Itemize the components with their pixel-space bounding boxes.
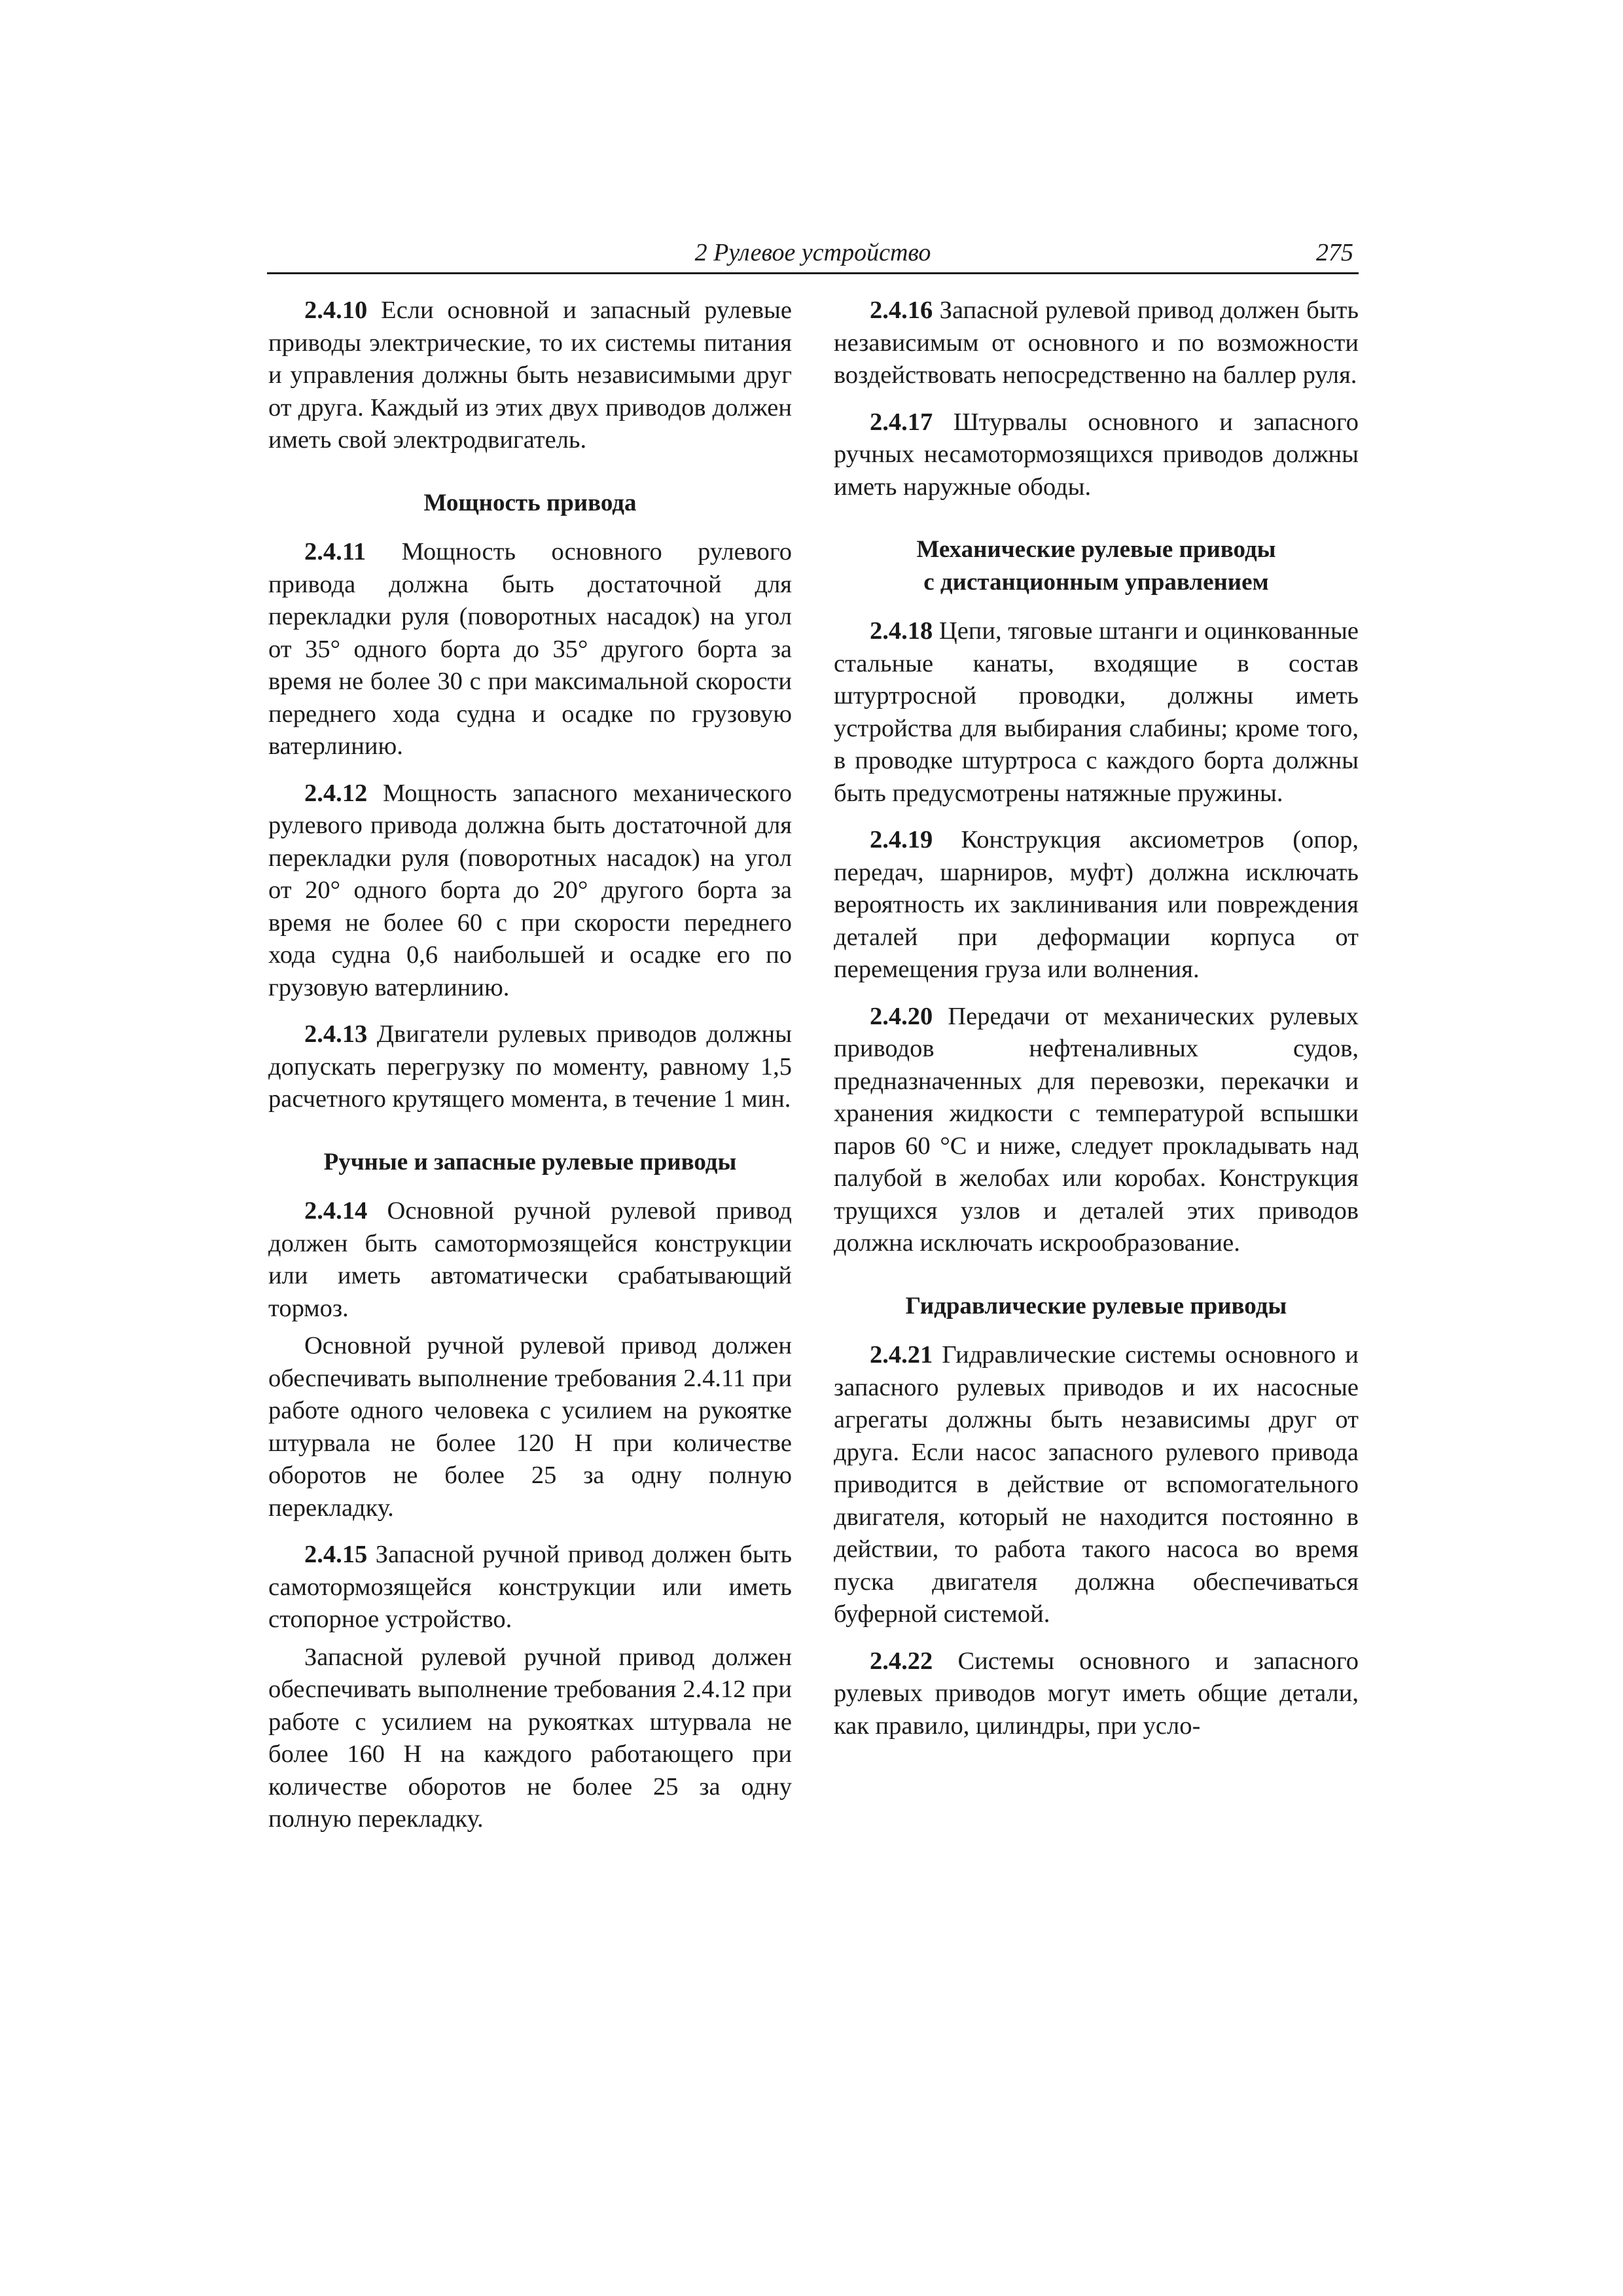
clause-number: 2.4.21 xyxy=(870,1341,933,1369)
clause-2-4-20 xyxy=(834,1001,1359,1260)
clause-text: Двигатели рулевых приводов должны допускать перегрузку по моменту, равному 1,5 расчетного крутящего момента, в течение 1 мин. xyxy=(268,1020,792,1113)
clause-2-4-22 xyxy=(834,1645,1359,1743)
clause-text: Гидравлические системы основного и запасного рулевых приводов и их насосные агрегаты должны быть независимы друг от друга. Если насос запасного рулевого привода приводится в действие от вспомогательного двигателя, который не находится постоянно в действии, то работа такого насоса во время пуска двигателя должна обеспечиваться буферной системой. xyxy=(834,1341,1359,1628)
clause-number: 2.4.18 xyxy=(870,617,933,645)
heading-mechanical-drives xyxy=(834,533,1359,598)
clause-2-4-11 xyxy=(268,536,792,763)
clause-2-4-17 xyxy=(834,406,1359,504)
section-title: 2 Рулевое устройство xyxy=(694,239,931,266)
clause-text: Конструкция аксиометров (опор, передач, шарниров, муфт) должна исключать вероятность их заклинивания или повреждения деталей при деформации корпуса от перемещения груза или волнения. xyxy=(834,826,1359,983)
heading-line: Механические рулевые приводы xyxy=(916,536,1276,563)
clause-text: Системы основного и запасного рулевых приводов могут иметь общие детали, как правило, цилиндры, при усло- xyxy=(834,1647,1359,1740)
clause-number: 2.4.17 xyxy=(870,408,933,436)
clause-2-4-21 xyxy=(834,1339,1359,1631)
clause-2-4-18 xyxy=(834,615,1359,810)
heading-hydraulic-drives: Гидравлические рулевые приводы xyxy=(905,1292,1287,1319)
clause-2-4-14-continuation: Основной ручной рулевой привод должен обеспечивать выполнение требования 2.4.11 при работе одного человека с усилием на рукоятке штурвала не более 120 Н при количестве оборотов не более 25 за одну полную перекладку. xyxy=(268,1332,792,1522)
clause-number: 2.4.11 xyxy=(304,538,366,565)
clause-text: Штурвалы основного и запасного ручных несамотормозящихся приводов должны иметь наружные ободы. xyxy=(834,408,1359,501)
clause-text: Цепи, тяговые штанги и оцинкованные стальные канаты, входящие в состав штуртросной проводки, должны иметь устройства для выбирания слабины; кроме того, в проводке штуртроса с каждого борта должны быть предусмотрены натяжные пружины. xyxy=(834,617,1359,807)
clause-number: 2.4.16 xyxy=(870,296,933,324)
right-column xyxy=(834,295,1359,1757)
clause-text: Мощность запасного механического рулевого привода должна быть достаточной для перекладки руля (поворотных насадок) на угол от 20° одного борта до 20° другого борта за время не более 60 с при скорости переднего хода судна 0,6 наибольшей и осадке его по грузовую ватерлинию. xyxy=(268,779,792,1001)
left-column xyxy=(268,295,792,1850)
clause-2-4-19 xyxy=(834,824,1359,986)
clause-number: 2.4.19 xyxy=(870,826,933,853)
page-number: 275 xyxy=(1316,239,1353,266)
heading-line: с дистанционным управлением xyxy=(923,568,1269,596)
heading-drive-power: Мощность привода xyxy=(423,489,637,516)
clause-text: Передачи от механических рулевых приводов нефтеналивных судов, предназначенных для перевозки, перекачки и хранения жидкости с температурой вспышки паров 60 °С и ниже, следует прокладывать над палубой в желобах или коробах. Конструкция трущихся узлов и деталей этих приводов должна исключать искрообразование. xyxy=(834,1002,1359,1257)
clause-text: Если основной и запасный рулевые приводы электрические, то их системы питания и управления должны быть независимыми друг от друга. Каждый из этих двух приводов должен иметь свой электродвигатель. xyxy=(268,296,792,454)
clause-number: 2.4.20 xyxy=(870,1002,933,1030)
clause-2-4-15-continuation: Запасной рулевой ручной привод должен обеспечивать выполнение требования 2.4.12 при работе с усилием на рукоятках штурвала не более 160 Н на каждого работающего при количестве оборотов не более 25 за одну полную перекладку. xyxy=(268,1643,792,1833)
clause-text: Запасной рулевой привод должен быть независимым от основного и по возможности воздействовать непосредственно на баллер руля. xyxy=(834,296,1359,389)
clause-text: Запасной ручной привод должен быть самотормозящейся конструкции или иметь стопорное устройство. xyxy=(268,1541,793,1633)
clause-number: 2.4.10 xyxy=(304,296,368,324)
clause-2-4-10 xyxy=(268,295,792,457)
clause-2-4-15 xyxy=(268,1539,792,1636)
clause-2-4-12 xyxy=(268,778,792,1005)
running-head xyxy=(267,233,1359,274)
heading-manual-drives: Ручные и запасные рулевые приводы xyxy=(323,1148,737,1175)
clause-number: 2.4.12 xyxy=(304,779,368,807)
clause-2-4-16 xyxy=(834,295,1359,392)
clause-text: Основной ручной рулевой привод должен быть самотормозящейся конструкции или иметь автоматически срабатывающий тормоз. xyxy=(268,1197,793,1322)
clause-number: 2.4.15 xyxy=(304,1541,368,1568)
clause-2-4-13 xyxy=(268,1018,792,1116)
clause-2-4-14 xyxy=(268,1195,792,1325)
clause-number: 2.4.14 xyxy=(304,1197,368,1225)
clause-number: 2.4.13 xyxy=(304,1020,368,1048)
clause-text: Мощность основного рулевого привода должна быть достаточной для перекладки руля (поворотных насадок) на угол от 35° одного борта до 35° другого борта за время не более 30 с при максимальной скорости переднего хода судна и осадке по грузовую ватерлинию. xyxy=(268,538,792,760)
clause-number: 2.4.22 xyxy=(870,1647,933,1675)
